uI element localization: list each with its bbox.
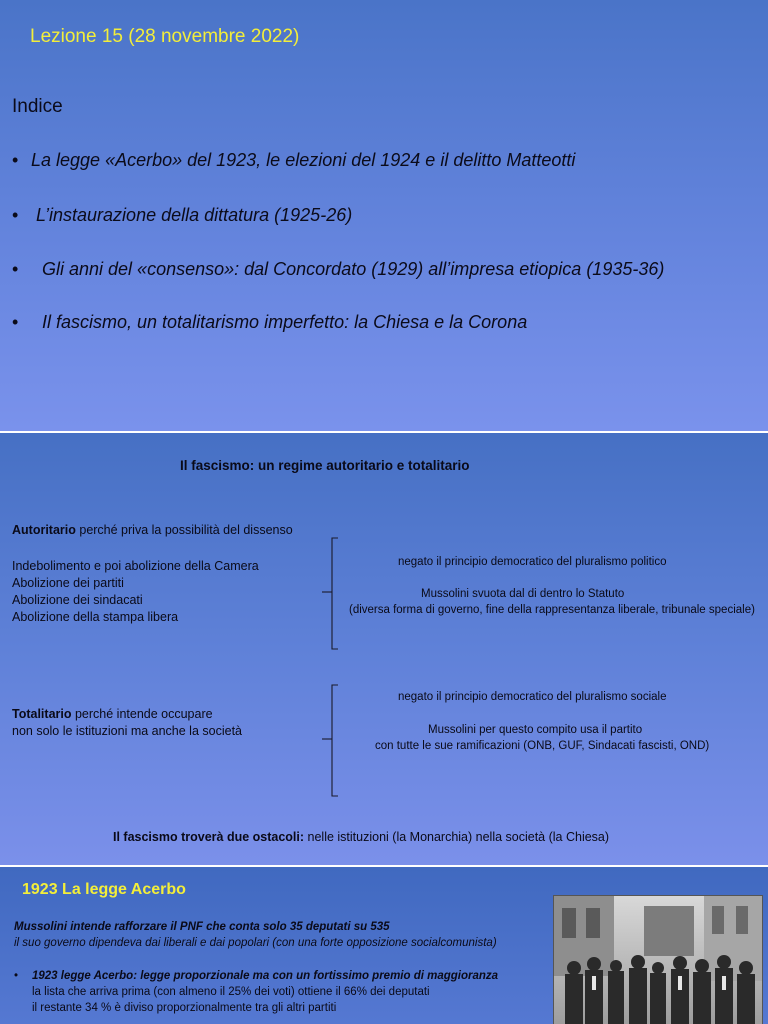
autoritario-item-4: Abolizione della stampa libera (12, 610, 179, 624)
slide-lezione-index (0, 0, 768, 431)
slide3-title: 1923 La legge Acerbo (22, 881, 186, 898)
totalitario-right-1: negato il principio democratico del pluralismo sociale (398, 691, 667, 703)
lesson-title: Lezione 15 (28 novembre 2022) (30, 26, 300, 47)
bullet-text: L’instaurazione della dittatura (1925-26) (36, 205, 353, 225)
autoritario-term: Autoritario (12, 523, 76, 537)
acerbo-sub-2: il restante 34 % è diviso proporzionalmente tra gli altri partiti (32, 1002, 337, 1014)
bullet-text: Gli anni del «consenso»: dal Concordato (1929) all’impresa etiopica (1935-36) (42, 259, 665, 279)
totalitario-definition (12, 707, 213, 721)
photo-illustration (554, 896, 762, 1024)
bullet-dot: • (12, 259, 19, 279)
acerbo-line-2: il suo governo dipendeva dai liberali e dai popolari (con una forte opposizione socialcomunista) (14, 937, 497, 949)
totalitario-line-2: non solo le istituzioni ma anche la società (12, 724, 242, 738)
autoritario-right-3: (diversa forma di governo, fine della rappresentanza liberale, tribunale speciale) (349, 604, 755, 616)
acerbo-line-1: Mussolini intende rafforzare il PNF che conta solo 35 deputati su 535 (14, 921, 390, 933)
acerbo-sub-1: la lista che arriva prima (con almeno il 25% dei voti) ottiene il 66% dei deputati (32, 986, 430, 998)
index-heading: Indice (12, 96, 63, 117)
footer-bold: Il fascismo troverà due ostacoli: (113, 830, 305, 844)
slide-legge-acerbo (0, 867, 768, 1024)
slide2-title: Il fascismo: un regime autoritario e totalitario (180, 458, 470, 473)
index-bullet-1 (12, 150, 575, 171)
autoritario-right-1: negato il principio democratico del pluralismo politico (398, 556, 667, 568)
footer-rest: nelle istituzioni (la Monarchia) nella società (la Chiesa) (304, 830, 610, 844)
brace-autoritario (318, 536, 344, 652)
acerbo-bullet-bold: 1923 legge Acerbo: legge proporzionale ma con un fortissimo premio di maggioranza (32, 970, 499, 982)
autoritario-item-1: Indebolimento e poi abolizione della Camera (12, 559, 259, 573)
autoritario-item-2: Abolizione dei partiti (12, 576, 124, 590)
index-bullet-3 (12, 259, 664, 280)
bullet-dot: • (12, 150, 19, 170)
autoritario-item-3: Abolizione dei sindacati (12, 593, 143, 607)
autoritario-rest: perché priva la possibilità del dissenso (75, 523, 293, 537)
autoritario-right-2: Mussolini svuota dal di dentro lo Statuto (421, 588, 625, 600)
brace-totalitario (318, 683, 344, 799)
index-bullet-2 (12, 205, 352, 226)
totalitario-right-2: Mussolini per questo compito usa il partito (428, 724, 643, 736)
totalitario-right-3: con tutte le sue ramificazioni (ONB, GUF, Sindacati fascisti, OND) (375, 740, 710, 752)
acerbo-bullet-dot: • (14, 970, 19, 982)
totalitario-term: Totalitario (12, 707, 72, 721)
historical-photo (553, 895, 763, 1024)
bullet-dot: • (12, 312, 19, 332)
totalitario-rest: perché intende occupare (71, 707, 213, 721)
autoritario-definition (12, 523, 293, 537)
bullet-text: La legge «Acerbo» del 1923, le elezioni del 1924 e il delitto Matteotti (31, 150, 576, 170)
index-bullet-4 (12, 312, 527, 333)
slide-regime-autoritario-totalitario (0, 433, 768, 865)
bullet-text: Il fascismo, un totalitarismo imperfetto: la Chiesa e la Corona (42, 312, 528, 332)
slide2-footer (113, 830, 609, 844)
bullet-dot: • (12, 205, 19, 225)
